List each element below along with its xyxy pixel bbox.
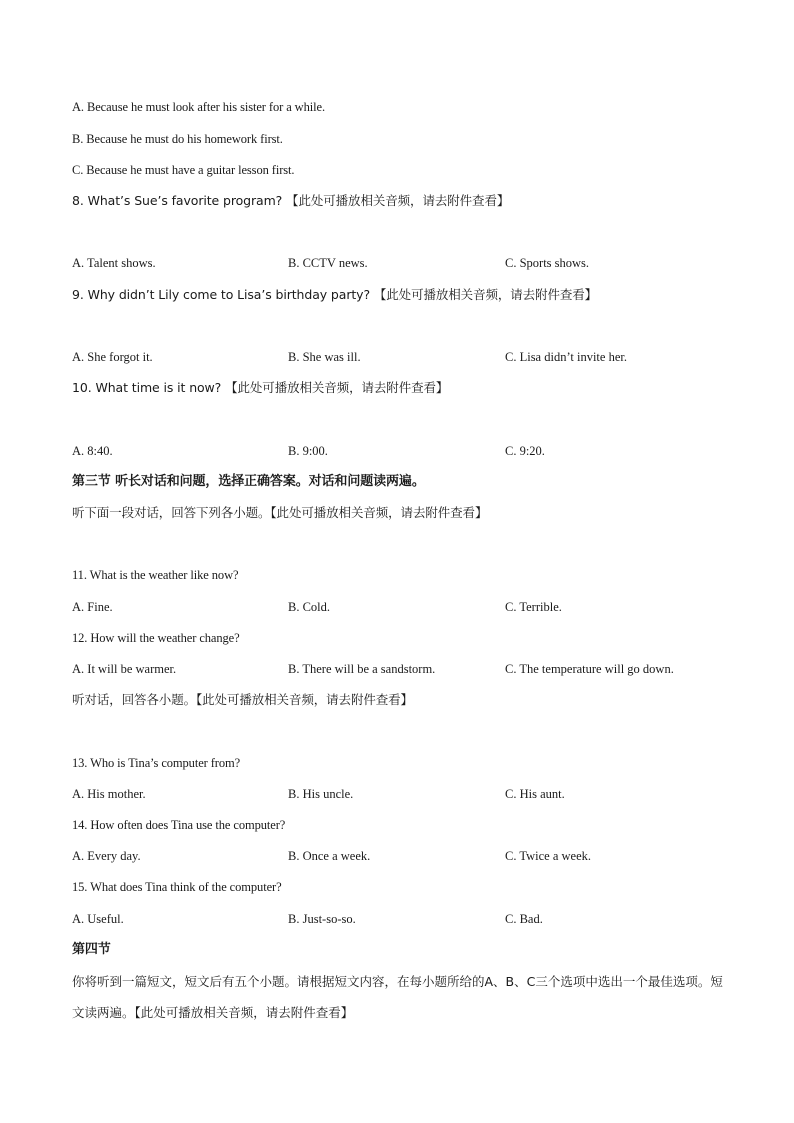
q15-option-c: C. Bad. xyxy=(505,912,543,926)
section3-intro: 听下面一段对话，回答下列各小题。【此处可播放相关音频，请去附件查看】 xyxy=(72,505,488,520)
q8-option-c: C. Sports shows. xyxy=(505,256,590,270)
q15-option-b: B. Just-so-so. xyxy=(288,912,356,926)
section4-heading: 第四节 xyxy=(72,942,111,957)
q7-option-a: A. Because he must look after his sister for a while. xyxy=(72,100,325,114)
q11-question: 11. What is the weather like now? xyxy=(72,568,239,582)
section4-intro: 你将听到一篇短文，短文后有五个小题。请根据短文内容，在每小题所给的A、B、C三个选项中选出一个最佳选项。短文读两遍。【此处可播放相关音频，请去附件查看】 xyxy=(72,974,723,1020)
q10-options xyxy=(72,443,732,459)
q10-option-a: A. 8:40. xyxy=(72,444,113,458)
q14-option-c: C. Twice a week. xyxy=(505,849,592,863)
q8-option-b: B. CCTV news. xyxy=(288,256,368,270)
q11-option-a: A. Fine. xyxy=(72,600,113,614)
q15-options xyxy=(72,911,732,927)
q12-option-c: C. The temperature will go down. xyxy=(505,662,674,676)
q8-question: 8. What’s Sue’s favorite program? 【此处可播放相关音频，请去附件查看】 xyxy=(72,193,510,208)
q14-option-b: B. Once a week. xyxy=(288,849,371,863)
q13-question: 13. Who is Tina’s computer from? xyxy=(72,756,241,770)
q9-option-b: B. She was ill. xyxy=(288,350,361,364)
q8-options xyxy=(72,255,732,271)
q10-option-c: C. 9:20. xyxy=(505,444,545,458)
q9-option-a: A. She forgot it. xyxy=(72,350,153,364)
q8-option-a: A. Talent shows. xyxy=(72,256,156,270)
q15-option-a: A. Useful. xyxy=(72,912,124,926)
q11-option-c: C. Terrible. xyxy=(505,600,562,614)
q11-option-b: B. Cold. xyxy=(288,600,331,614)
q12-options xyxy=(72,661,732,677)
q13-option-a: A. His mother. xyxy=(72,787,146,801)
q12-option-a: A. It will be warmer. xyxy=(72,662,177,676)
q13-options xyxy=(72,786,732,802)
q12-option-b: B. There will be a sandstorm. xyxy=(288,662,436,676)
q9-question: 9. Why didn’t Lily come to Lisa’s birthday party? 【此处可播放相关音频，请去附件查看】 xyxy=(72,287,598,302)
q10-option-b: B. 9:00. xyxy=(288,444,328,458)
q13-option-b: B. His uncle. xyxy=(288,787,354,801)
q14-question: 14. How often does Tina use the computer? xyxy=(72,818,286,832)
q10-question: 10. What time is it now? 【此处可播放相关音频，请去附件查看】 xyxy=(72,380,449,395)
q11-options xyxy=(72,599,732,615)
section3-heading: 第三节 听长对话和问题，选择正确答案。对话和问题读两遍。 xyxy=(72,474,425,489)
q15-question: 15. What does Tina think of the computer? xyxy=(72,880,282,894)
q14-options xyxy=(72,848,732,864)
dialog2-intro: 听对话，回答各小题。【此处可播放相关音频，请去附件查看】 xyxy=(72,692,413,707)
q9-options xyxy=(72,349,732,365)
q7-option-b: B. Because he must do his homework first. xyxy=(72,132,283,146)
q7-option-c: C. Because he must have a guitar lesson first. xyxy=(72,163,295,177)
q14-option-a: A. Every day. xyxy=(72,849,141,863)
q9-option-c: C. Lisa didn’t invite her. xyxy=(505,350,627,364)
q12-question: 12. How will the weather change? xyxy=(72,631,240,645)
q13-option-c: C. His aunt. xyxy=(505,787,565,801)
